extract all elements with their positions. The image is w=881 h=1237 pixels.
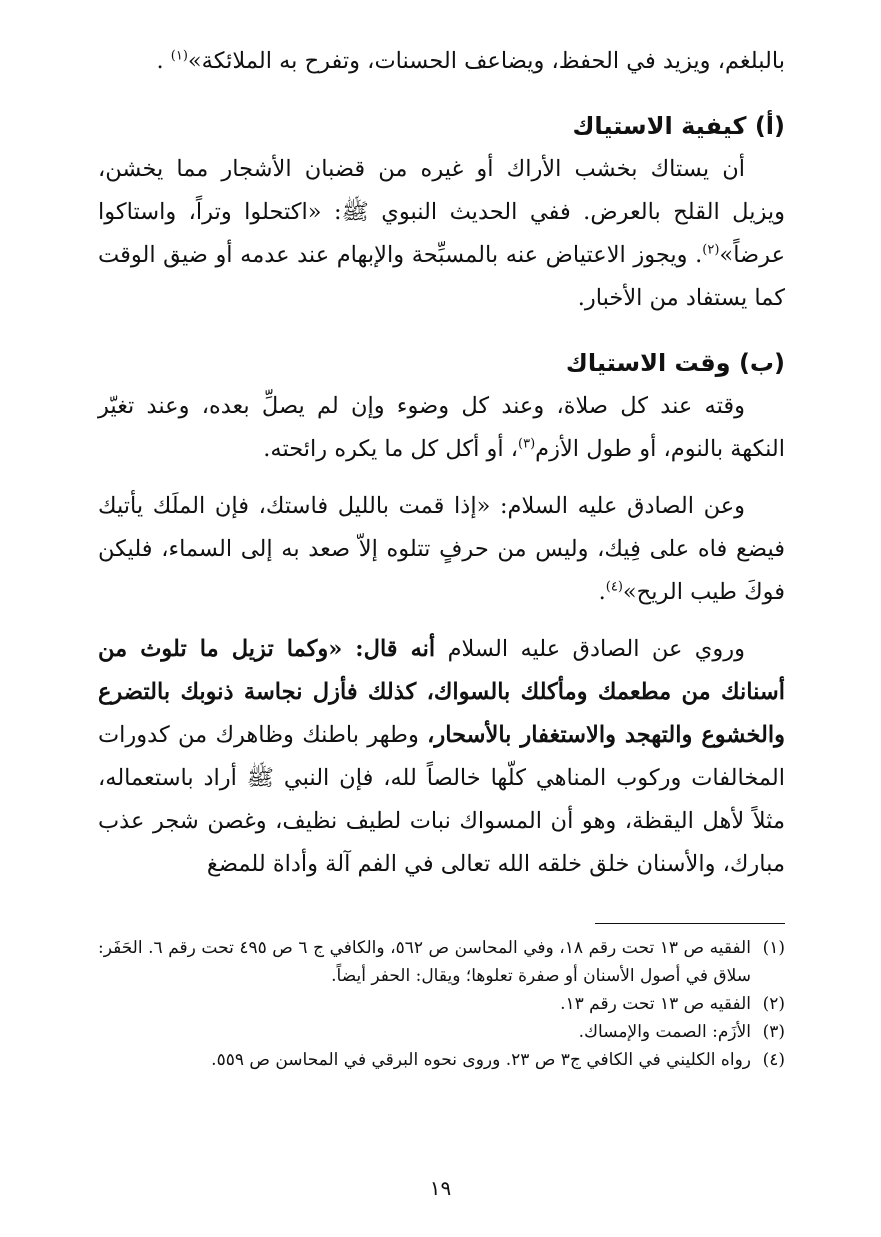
section-b-text-2-end: . <box>598 579 606 605</box>
main-text <box>98 40 785 886</box>
section-b-text-1: وقته عند كل صلاة، وعند كل وضوء وإن لم يصلِّ بعده، وعند تغيّر النكهة بالنوم، أو طول الأزم <box>98 393 785 462</box>
footnote-item <box>98 1018 785 1046</box>
footnotes <box>98 934 785 1074</box>
footnote-item <box>98 1046 785 1074</box>
intro-end: . <box>156 48 164 74</box>
section-a-text-end: . ويجوز الاعتياض عنه بالمسبِّحة والإبهام عند عدمه أو ضيق الوقت كما يستفاد من الأخبار. <box>98 242 785 311</box>
footnote-number: (١) <box>762 938 785 958</box>
footnote-text: رواه الكليني في الكافي ج٣ ص ٢٣. وروى نحوه البرقي في المحاسن ص ٥٥٩. <box>211 1050 751 1070</box>
section-b-text-3-bold: أنه قال: «وكما تزيل ما تلوث من أسنانك من مطعمك ومأكلك بالسواك، كذلك فأزل نجاسة ذنوبك بالتضرع والخشوع والتهجد والاستغفار بالأسحار، <box>98 636 785 748</box>
section-b-text-2: وعن الصادق عليه السلام: «إذا قمت بالليل فاستك، فإن الملَك يأتيك فيضع فاه على فِيك، وليس من حرفٍ تتلوه إلاّ صعد به إلى السماء، فليكن فوكَ طيب الريح» <box>98 493 785 605</box>
footnote-item <box>98 990 785 1018</box>
section-b-paragraph-2 <box>98 485 785 614</box>
section-b-text-3-intro: وروي عن الصادق عليه السلام <box>447 636 745 662</box>
footnote-text: الفقيه ص ١٣ تحت رقم ١٣. <box>560 994 751 1014</box>
section-b-heading: (ب) وقت الاستياك <box>565 349 785 377</box>
intro-text: بالبلغم، ويزيد في الحفظ، ويضاعف الحسنات، وتفرح به الملائكة» <box>187 48 785 74</box>
section-b-paragraph-1 <box>98 385 785 471</box>
footnote-number: (٢) <box>762 994 785 1014</box>
section-a-text: أن يستاك بخشب الأراك أو غيره من قضبان الأشجار مما يخشن، ويزيل القلح بالعرض. ففي الحديث النبوي ﷺ: «اكتحلوا وتراً، واستاكوا عرضاً» <box>98 156 785 268</box>
footnote-number: (٤) <box>762 1050 785 1070</box>
footnote-ref-2: (٢) <box>702 242 720 258</box>
footnote-number: (٣) <box>762 1022 785 1042</box>
footnote-ref-3: (٣) <box>518 436 536 452</box>
intro-paragraph <box>98 40 785 83</box>
section-a-heading: (أ) كيفية الاستياك <box>572 112 785 140</box>
section-b-text-1-end: ، أو أكل كل ما يكره رائحته. <box>263 436 519 462</box>
section-b-text-3-rest: وطهر باطنك وظاهرك من كدورات المخالفات وركوب المناهي كلّها خالصاً لله، فإن النبي ﷺ أراد باستعماله، مثلاً لأهل اليقظة، وهو أن المسواك نبات لطيف نظيف، وغصن شجر عذب مبارك، والأسنان خلق خلقه الله تعالى في الفم آلة وأداة للمضغ <box>98 722 785 877</box>
footnote-ref-4: (٤) <box>605 579 623 595</box>
section-a-paragraph <box>98 148 785 320</box>
footnote-text: الأزَم: الصمت والإمساك. <box>578 1022 751 1042</box>
section-b-paragraph-3 <box>98 628 785 886</box>
footnote-text: الفقيه ص ١٣ تحت رقم ١٨، وفي المحاسن ص ٥٦٢، والكافي ج ٦ ص ٤٩٥ تحت رقم ٦. الحَفَر: سلاق في أصول الأسنان أو صفرة تعلوها؛ ويقال: الحفر أيضاً. <box>98 938 751 986</box>
footnote-item <box>98 934 785 990</box>
page-number: ١٩ <box>429 1176 452 1200</box>
footnote-separator <box>595 923 785 924</box>
footnote-ref-1: (١) <box>170 48 188 64</box>
